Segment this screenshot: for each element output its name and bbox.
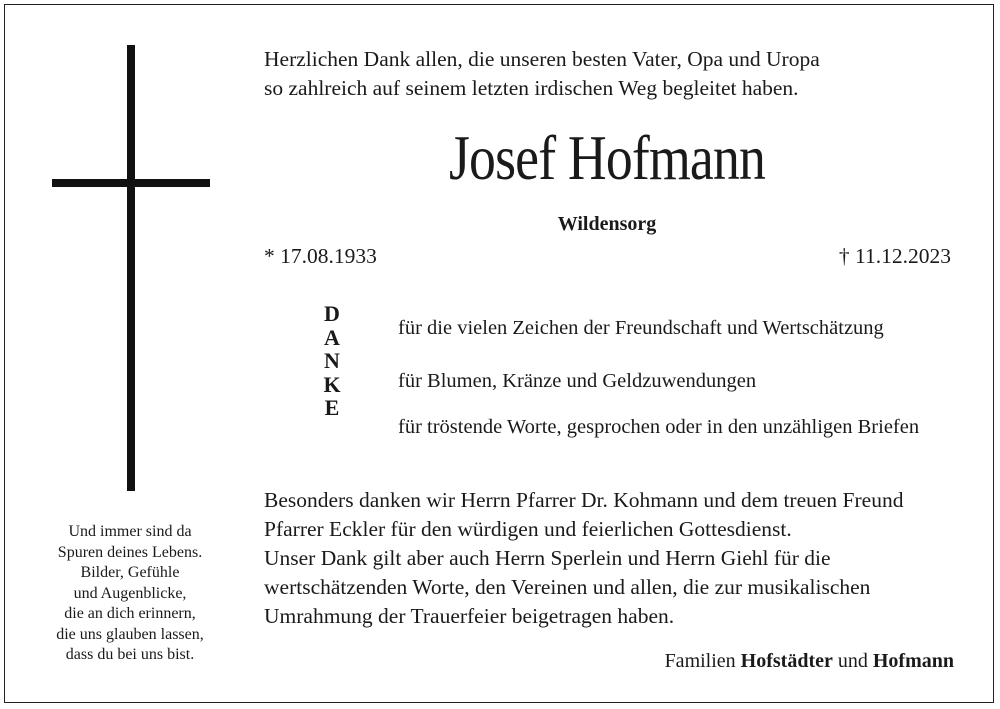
thanks-line: für tröstende Worte, gesprochen oder in den unzähligen Briefen	[398, 416, 920, 438]
body-line: Pfarrer Eckler für den würdigen und feierlichen Gottesdienst.	[264, 517, 792, 541]
thanks-line: für die vielen Zeichen der Freundschaft und Wertschätzung	[398, 317, 884, 339]
poem-line: dass du bei uns bist.	[65, 646, 195, 663]
danke-letter: D	[324, 301, 340, 326]
danke-letter: A	[324, 324, 340, 350]
hometown: Wildensorg	[557, 213, 657, 235]
thanks-line: für Blumen, Kränze und Geldzuwendungen	[398, 370, 757, 392]
signature-middle: und	[832, 650, 873, 672]
thanks-paragraph	[264, 486, 903, 631]
cross-icon-bar	[52, 179, 210, 187]
signature-family-2: Hofmann	[872, 650, 954, 672]
cross-icon	[127, 45, 135, 491]
body-line: Unser Dank gilt aber auch Herrn Sperlein und Herrn Giehl für die	[264, 546, 831, 570]
body-line: Umrahmung der Trauerfeier beigetragen haben.	[264, 604, 675, 628]
danke-letter: N	[324, 348, 340, 373]
family-signature	[665, 650, 954, 673]
body-line: wertschätzenden Worte, den Vereinen und allen, die zur musikalischen	[264, 575, 871, 599]
intro-text	[264, 45, 820, 103]
danke-letter: E	[324, 395, 340, 420]
danke-vertical	[318, 302, 346, 420]
memorial-poem	[22, 522, 238, 666]
intro-line: Herzlichen Dank allen, die unseren besten Vater, Opa und Uropa	[264, 47, 820, 71]
signature-prefix: Familien	[664, 650, 741, 672]
death-date: † 11.12.2023	[838, 244, 951, 268]
poem-line: die uns glauben lassen,	[56, 625, 204, 643]
poem-line: Bilder, Gefühle	[80, 564, 180, 581]
birth-date: * 17.08.1933	[264, 244, 377, 268]
deceased-name: Josef Hofmann	[448, 122, 766, 193]
body-line: Besonders danken wir Herrn Pfarrer Dr. Kohmann und dem treuen Freund	[264, 488, 904, 512]
danke-letter: K	[323, 371, 341, 397]
poem-line: und Augenblicke,	[73, 584, 187, 602]
intro-line: so zahlreich auf seinem letzten irdischen Weg begleitet haben.	[264, 76, 799, 100]
poem-line: Spuren deines Lebens.	[57, 543, 203, 561]
signature-family-1: Hofstädter	[740, 650, 833, 672]
poem-line: Und immer sind da	[68, 523, 192, 540]
poem-line: die an dich erinnern,	[64, 605, 196, 622]
